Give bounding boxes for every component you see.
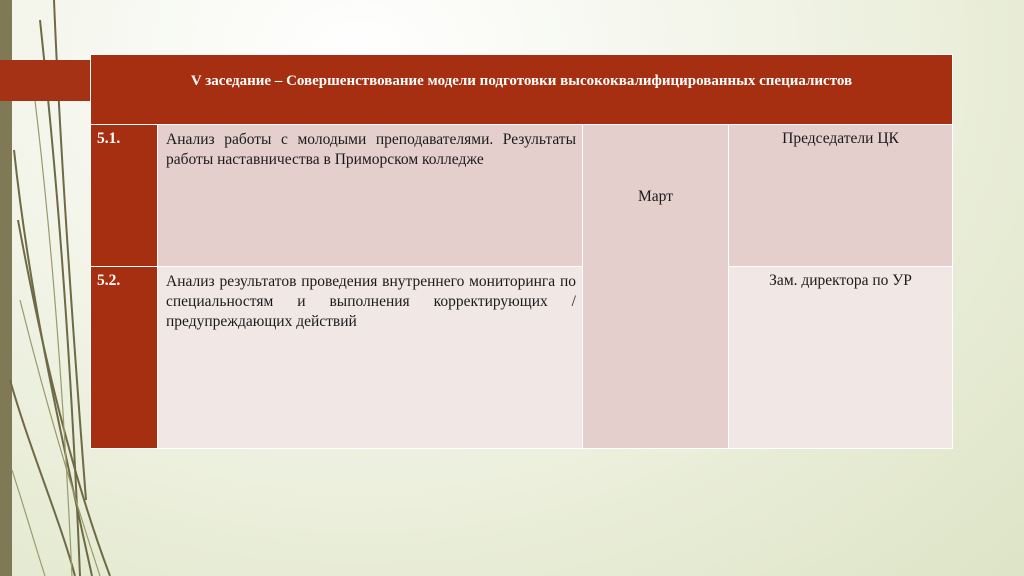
row-responsible: Председатели ЦК [729,125,953,267]
accent-block [0,60,90,101]
month-cell: Март [583,125,729,449]
table-row [91,267,953,449]
session-title: V заседание – Совершенствование модели подготовки высококвалифицированных специалистов [91,55,953,125]
row-description: Анализ результатов проведения внутреннего мониторинга по специальностям и выполнения корректирующих /предупреждающих действий [158,267,583,449]
row-number: 5.1. [91,125,158,267]
row-description: Анализ работы с молодыми преподавателями. Результаты работы наставничества в Приморском колледже [158,125,583,267]
table-row [91,125,953,267]
agenda-table [90,54,953,449]
row-number: 5.2. [91,267,158,449]
table-header-row [91,55,953,125]
row-responsible: Зам. директора по УР [729,267,953,449]
